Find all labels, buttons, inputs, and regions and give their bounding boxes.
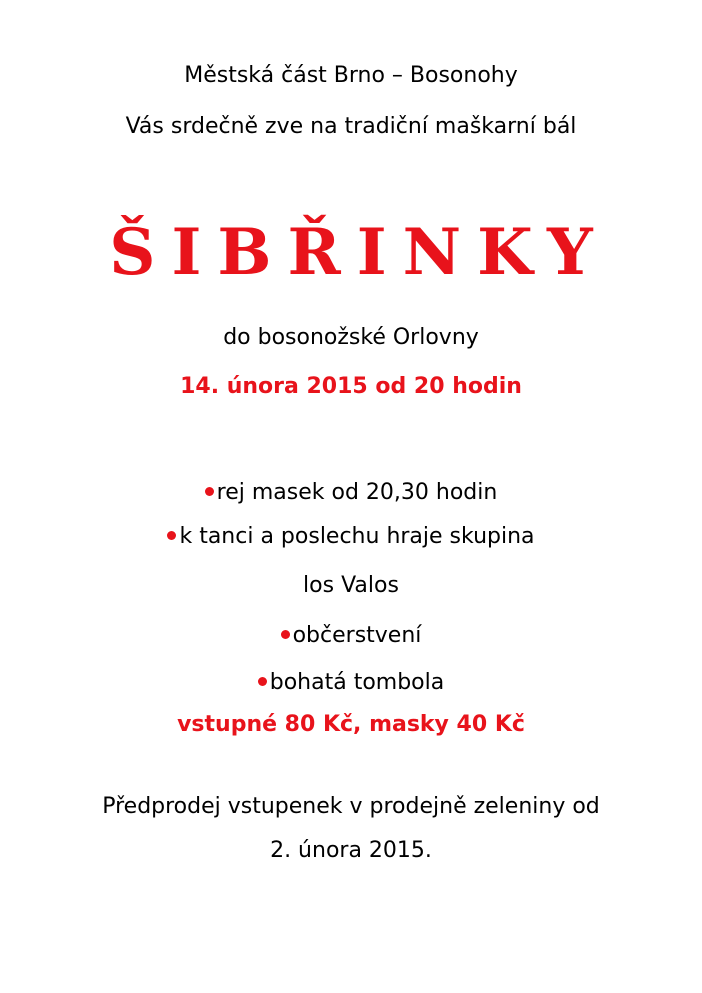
bullet-icon [167, 531, 176, 540]
bullet-icon [205, 487, 214, 496]
presale-text-line1: Předprodej vstupenek v prodejně zeleniny od [102, 794, 600, 819]
program-item-label: bohatá tombola [269, 670, 445, 695]
organizer-text: Městská část Brno – Bosonohy [184, 63, 518, 88]
invitation-text: Vás srdečně zve na tradiční maškarní bál [125, 114, 577, 139]
admission-price: vstupné 80 Kč, masky 40 Kč [177, 712, 525, 737]
program-item-music [0, 523, 702, 551]
bullet-icon [258, 677, 267, 686]
program-item-label: rej masek od 20,30 hodin [216, 480, 498, 505]
venue-text: do bosonožské Orlovny [223, 325, 479, 350]
program-item-tombola [0, 669, 702, 697]
presale-text-line2: 2. února 2015. [270, 838, 432, 863]
program-item-masks [0, 479, 702, 507]
event-title: ŠIBŘINKY [109, 215, 609, 290]
event-datetime: 14. února 2015 od 20 hodin [180, 374, 522, 399]
program-item-refreshments [0, 622, 702, 650]
program-item-label: k tanci a poslechu hraje skupina [179, 524, 535, 549]
bullet-icon [281, 630, 290, 639]
band-name: los Valos [303, 573, 399, 598]
program-item-label: občerstvení [292, 623, 422, 648]
